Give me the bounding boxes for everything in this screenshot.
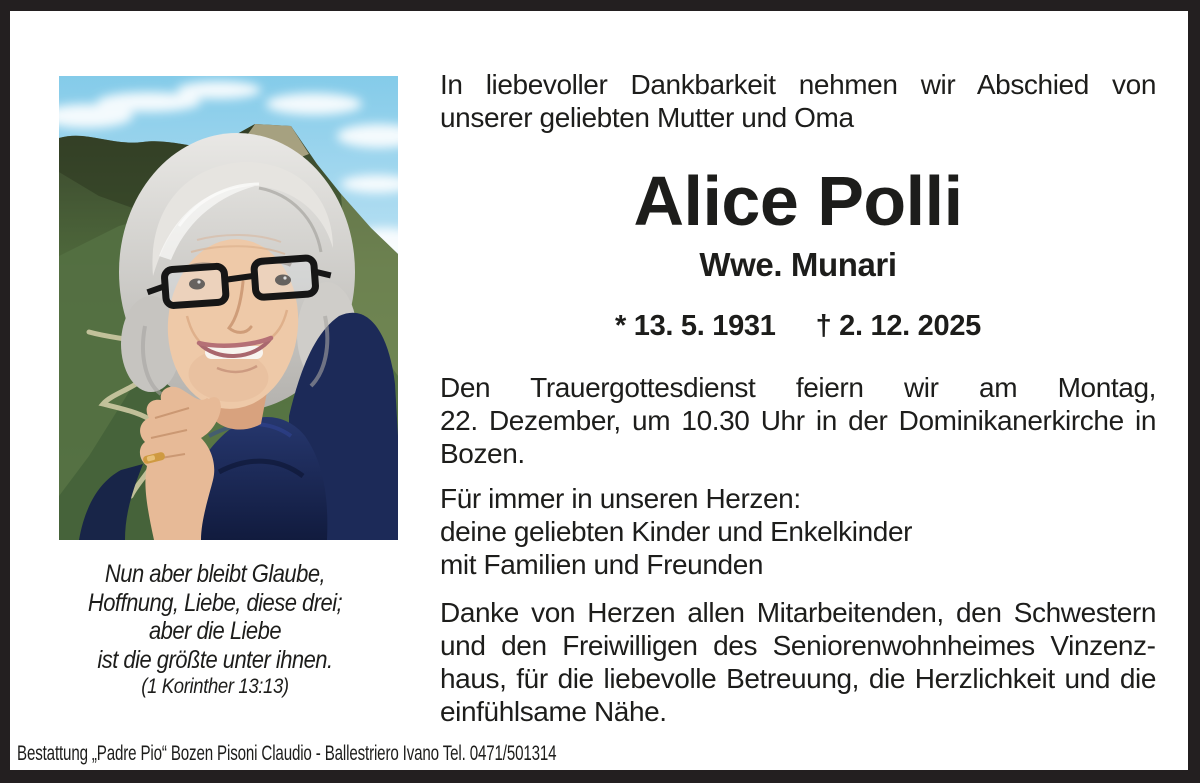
death-date: † 2. 12. 2025 xyxy=(815,310,981,342)
quote-line: aber die Liebe xyxy=(148,617,282,645)
life-dates xyxy=(440,310,1156,343)
quote-line: ist die größte unter ihnen. xyxy=(97,645,333,674)
portrait-photo xyxy=(59,76,398,540)
birth-date: * 13. 5. 1931 xyxy=(615,310,776,342)
memorial-quote xyxy=(48,560,382,699)
intro-text: In liebevoller Dankbarkeit nehmen wir Abschied von unserer geliebten Mutter und Oma xyxy=(440,69,1156,133)
farewell-line: mit Familien und Freunden xyxy=(440,549,764,580)
thanks-text: Danke von Herzen allen Mitarbeitenden, den Schwestern und den Freiwilligen des Seniorenwohnheimes Vinzenzhaus, für die liebevolle Betreuung, die Herzlichkeit und die einfühlsame Nähe. xyxy=(440,597,1156,727)
deceased-name: Alice Polli xyxy=(633,162,963,240)
portrait-photo-graphic xyxy=(59,76,398,540)
farewell-line: Für immer in unseren Herzen: xyxy=(440,483,801,514)
farewell-line: deine geliebten Kinder und Enkelkinder xyxy=(440,516,913,547)
quote-reference: (1 Korinther 13:13) xyxy=(141,675,289,698)
obituary-card xyxy=(10,11,1188,770)
service-info: Den Trauergottesdienst feiern wir am Montag, 22. Dezember, um 10.30 Uhr in der Dominikanerkirche in Bozen. xyxy=(440,372,1156,469)
quote-line: Hoffnung, Liebe, diese drei; xyxy=(87,588,343,617)
quote-line: Nun aber bleibt Glaube, xyxy=(104,560,326,588)
funeral-home-text: Bestattung „Padre Pio“ Bozen Pisoni Claudio - Ballestriero Ivano Tel. 0471/501314 xyxy=(17,742,557,765)
widow-name: Wwe. Munari xyxy=(699,246,897,283)
farewell-lines xyxy=(440,482,1156,581)
funeral-home-footer xyxy=(17,742,766,766)
